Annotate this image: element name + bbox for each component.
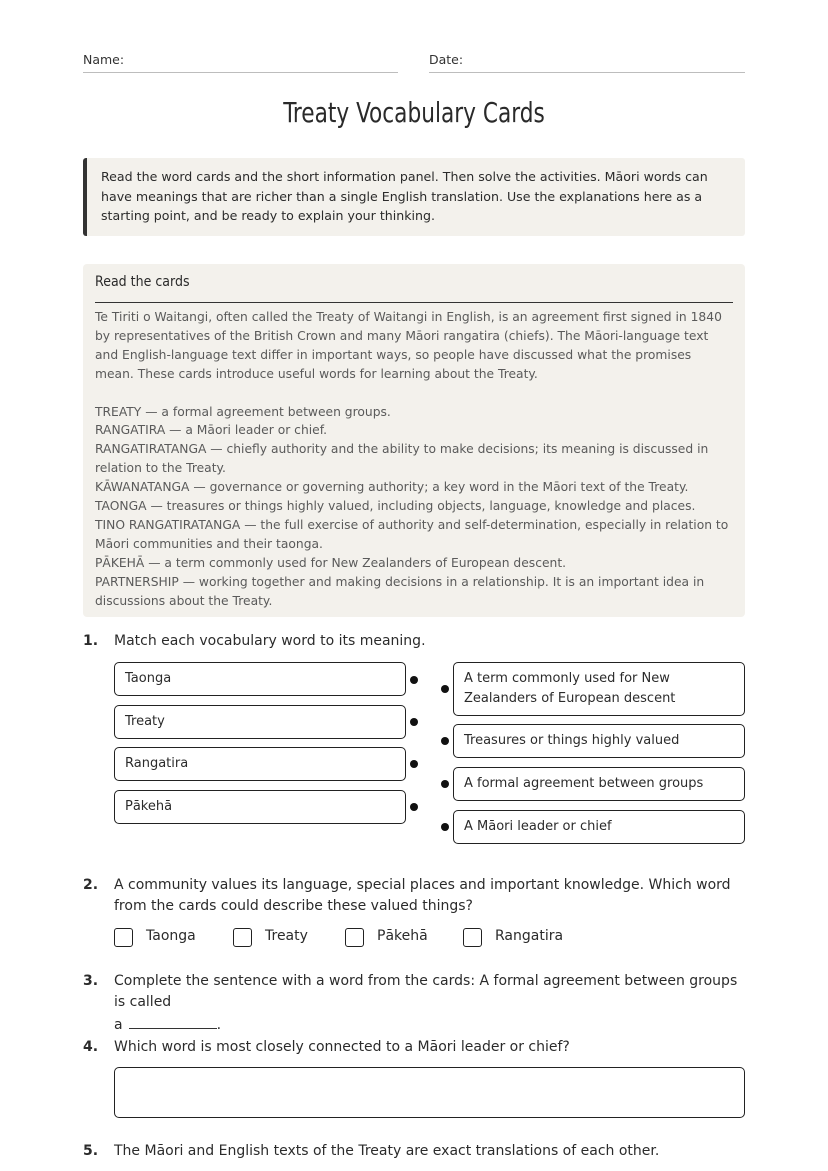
sentence-text: Complete the sentence with a word from the cards: A formal agreement between groups is called xyxy=(114,973,738,1010)
panel-heading: Read the cards xyxy=(95,274,190,290)
panel-paragraph: Te Tiriti o Waitangi, often called the Treaty of Waitangi in English, is an agreement first signed in 1840 by representatives of the British Crown and many Māori rangatira (chiefs). The Māori-language text and English-language text differ in important ways, so people have discussed what the promises mean. These cards introduce useful words for learning about the Treaty. xyxy=(95,310,722,381)
question-text xyxy=(114,971,745,1036)
option-label-taonga: Taonga xyxy=(146,928,196,944)
match-dot-right[interactable] xyxy=(441,823,449,831)
option-label-pakeha: Pākehā xyxy=(377,928,428,944)
checkbox-pakeha[interactable] xyxy=(345,928,364,947)
match-meaning-pakeha[interactable]: A term commonly used for New Zealanders of European descent xyxy=(453,662,745,716)
match-dot-right[interactable] xyxy=(441,685,449,693)
question-text: Which word is most closely connected to a Māori leader or chief? xyxy=(114,1039,570,1055)
match-word-rangatira[interactable]: Rangatira xyxy=(114,747,406,781)
definition-partnership: PARTNERSHIP — working together and making decisions in a relationship. It is an important idea in discussions about the Treaty. xyxy=(95,574,705,608)
sentence-end: . xyxy=(216,1017,222,1033)
match-word-taonga[interactable]: Taonga xyxy=(114,662,406,696)
page-title: Treaty Vocabulary Cards xyxy=(283,96,545,129)
definition-pakeha: PĀKEHĀ — a term commonly used for New Zealanders of European descent. xyxy=(95,555,567,570)
header-row xyxy=(83,52,745,74)
question-number: 5. xyxy=(83,1143,99,1159)
checkbox-taonga[interactable] xyxy=(114,928,133,947)
panel-heading-wrap xyxy=(95,274,733,303)
definition-rangatira: RANGATIRA — a Māori leader or chief. xyxy=(95,423,328,438)
question-text: The Māori and English texts of the Treaty are exact translations of each other. xyxy=(114,1143,660,1159)
question-1 xyxy=(83,631,745,653)
question-text: A community values its language, special places and important knowledge. Which word from the cards could describe these valued things? xyxy=(114,877,731,914)
definition-treaty: TREATY — a formal agreement between groups. xyxy=(95,404,391,419)
question-5 xyxy=(83,1141,745,1163)
match-meaning-treaty[interactable]: A formal agreement between groups xyxy=(453,767,745,801)
info-panel xyxy=(83,264,745,617)
match-dot-left[interactable] xyxy=(410,803,418,811)
date-field[interactable] xyxy=(429,52,745,73)
definition-taonga: TAONGA — treasures or things highly valued, including objects, language, knowledge and places. xyxy=(95,499,696,514)
question-3 xyxy=(83,971,745,1033)
checkbox-treaty[interactable] xyxy=(233,928,252,947)
intro-box: Read the word cards and the short information panel. Then solve the activities. Māori words can have meanings that are richer than a single English translation. Use the explanations here as a starting point, and be ready to explain your thinking. xyxy=(83,158,745,236)
definition-kawanatanga: KĀWANATANGA — governance or governing authority; a key word in the Māori text of the Treaty. xyxy=(95,480,689,495)
name-field[interactable] xyxy=(83,52,398,73)
option-label-treaty: Treaty xyxy=(265,928,308,944)
question-4 xyxy=(83,1037,745,1059)
question-number: 4. xyxy=(83,1039,99,1055)
match-word-pakeha[interactable]: Pākehā xyxy=(114,790,406,824)
date-label: Date: xyxy=(429,52,464,67)
match-word-treaty[interactable]: Treaty xyxy=(114,705,406,739)
name-label: Name: xyxy=(83,52,125,67)
match-dot-left[interactable] xyxy=(410,718,418,726)
question-text: Match each vocabulary word to its meaning. xyxy=(114,633,426,649)
definition-tino-rangatiratanga: TINO RANGATIRATANGA — the full exercise of authority and self-determination, especially in relation to Māori communities and their taonga. xyxy=(95,517,729,551)
panel-body xyxy=(95,308,733,610)
fill-in-blank[interactable] xyxy=(129,1013,217,1029)
question-number: 1. xyxy=(83,633,99,649)
sentence-tail: a xyxy=(114,1017,123,1033)
match-dot-right[interactable] xyxy=(441,780,449,788)
question-number: 3. xyxy=(83,973,99,989)
answer-box[interactable] xyxy=(114,1067,745,1118)
question-number: 2. xyxy=(83,877,99,893)
checkbox-rangatira[interactable] xyxy=(463,928,482,947)
option-label-rangatira: Rangatira xyxy=(495,928,564,944)
match-dot-left[interactable] xyxy=(410,676,418,684)
match-meaning-rangatira[interactable]: A Māori leader or chief xyxy=(453,810,745,844)
match-meaning-taonga[interactable]: Treasures or things highly valued xyxy=(453,724,745,758)
definition-rangatiratanga: RANGATIRATANGA — chiefly authority and the ability to make decisions; its meaning is discussed in relation to the Treaty. xyxy=(95,442,709,476)
match-dot-right[interactable] xyxy=(441,737,449,745)
match-dot-left[interactable] xyxy=(410,760,418,768)
question-2 xyxy=(83,875,745,919)
